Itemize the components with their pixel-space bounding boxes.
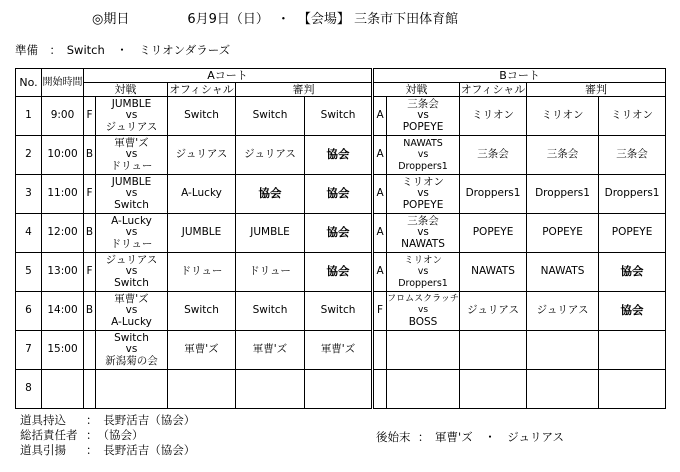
- b-team1: 三条会: [407, 97, 439, 110]
- b-match: [387, 214, 460, 253]
- row-time: 13:00: [42, 253, 84, 292]
- a-match-header: 対戦: [84, 83, 168, 97]
- b-vs: vs: [417, 149, 429, 161]
- b-vs: vs: [417, 226, 429, 239]
- a-code: B: [84, 214, 96, 253]
- b-official: ミリオン: [460, 97, 527, 136]
- b-match: [387, 253, 460, 292]
- b-referee-2: POPEYE: [599, 214, 666, 253]
- b-vs: vs: [417, 109, 429, 122]
- b-vs: vs: [417, 187, 429, 200]
- a-referee-1: Switch: [236, 97, 305, 136]
- a-referee-1: 協会: [236, 175, 305, 214]
- header-row-courts: [16, 69, 666, 83]
- b-referee-1: [527, 370, 599, 409]
- a-code: B: [84, 136, 96, 175]
- b-referee-header: 審判: [527, 83, 666, 97]
- row-no: 6: [16, 292, 42, 331]
- a-code: F: [84, 97, 96, 136]
- footer: [20, 413, 195, 458]
- a-match: [96, 292, 168, 331]
- cleanup-value: ： 軍曹'ズ ・ ジュリアス: [417, 430, 565, 444]
- a-team2: A-Lucky: [111, 315, 152, 328]
- row-no: 5: [16, 253, 42, 292]
- manager-line: [20, 428, 195, 443]
- a-team1: Switch: [114, 331, 149, 344]
- time-header: 開始時間: [42, 69, 84, 97]
- a-official: [168, 370, 236, 409]
- b-official-header: オフィシャル: [460, 82, 526, 96]
- a-team1: 軍曹'ズ: [114, 292, 149, 305]
- b-referee-1: Droppers1: [527, 175, 599, 214]
- a-team2: Switch: [114, 276, 149, 289]
- a-official: 軍曹'ズ: [168, 331, 236, 370]
- b-match: [387, 370, 460, 409]
- b-code: A: [373, 175, 387, 214]
- b-referee-1: NAWATS: [527, 253, 599, 292]
- a-official: ドリュー: [168, 253, 236, 292]
- schedule-table: [15, 68, 666, 409]
- a-code: F: [84, 175, 96, 214]
- collect-label: 道具引揚: [20, 443, 66, 457]
- a-referee-1: ドリュー: [236, 253, 305, 292]
- collect-line: [20, 443, 195, 458]
- court-a-header: Aコート: [84, 69, 373, 83]
- date-label: ◎期日: [92, 12, 130, 27]
- a-referee-2: Switch: [305, 97, 373, 136]
- schedule-row-7: [16, 331, 666, 370]
- b-team1: ミリオン: [402, 175, 444, 188]
- b-team1: 三条会: [407, 214, 439, 227]
- a-official: ジュリアス: [168, 136, 236, 175]
- b-team1: NAWATS: [403, 137, 443, 149]
- a-match: [96, 214, 168, 253]
- b-team1: ミリオン: [404, 254, 442, 266]
- a-vs: vs: [125, 148, 138, 161]
- b-code: A: [373, 253, 387, 292]
- b-referee-1: 三条会: [527, 136, 599, 175]
- a-code: [84, 370, 96, 409]
- b-match-header: 対戦: [373, 83, 460, 97]
- manager-label: 総括責任者: [20, 428, 78, 442]
- a-code: B: [84, 292, 96, 331]
- schedule-row-2: [16, 136, 666, 175]
- b-team2: POPEYE: [402, 120, 444, 133]
- row-no: 7: [16, 331, 42, 370]
- row-time: 12:00: [42, 214, 84, 253]
- a-referee-2: 協会: [305, 136, 373, 175]
- venue-value: 三条市下田体育館: [354, 12, 459, 27]
- b-team2: NAWATS: [401, 237, 445, 250]
- schedule-row-5: [16, 253, 666, 292]
- b-code: F: [373, 292, 387, 331]
- b-referee-2: 協会: [599, 253, 666, 292]
- a-team2: Switch: [114, 198, 149, 211]
- a-team2: ドリュー: [110, 159, 153, 172]
- court-b-header: Bコート: [373, 69, 666, 83]
- row-time: 10:00: [42, 136, 84, 175]
- b-official: Droppers1: [460, 175, 527, 214]
- a-code: F: [84, 253, 96, 292]
- a-vs: vs: [125, 304, 138, 317]
- a-referee-2: Switch: [305, 292, 373, 331]
- schedule-row-6: [16, 292, 666, 331]
- b-official: 三条会: [460, 136, 527, 175]
- b-official: POPEYE: [460, 214, 527, 253]
- a-team1: ジュリアス: [105, 253, 158, 266]
- b-code: [373, 370, 387, 409]
- a-vs: vs: [125, 109, 138, 122]
- a-team2: 新潟菊の会: [105, 354, 158, 367]
- row-no: 1: [16, 97, 42, 136]
- b-code: [373, 331, 387, 370]
- date-value: 6月9日（日）: [187, 12, 269, 27]
- b-referee-2: [599, 370, 666, 409]
- b-referee-2: 協会: [599, 292, 666, 331]
- a-team1: JUMBLE: [111, 175, 152, 188]
- schedule-row-1: [16, 97, 666, 136]
- b-match: [387, 292, 460, 331]
- b-referee-1: [527, 331, 599, 370]
- manager-value: ： （協会）: [86, 428, 144, 442]
- b-match: [387, 97, 460, 136]
- a-referee-2: 協会: [305, 175, 373, 214]
- equip-line: [20, 413, 195, 428]
- b-referee-2: ミリオン: [599, 97, 666, 136]
- row-no: 3: [16, 175, 42, 214]
- header-row-sub: [16, 83, 666, 97]
- b-team2: Droppers1: [398, 277, 448, 289]
- venue-label: 【会場】: [297, 12, 350, 27]
- b-vs: vs: [418, 305, 429, 316]
- b-referee-1: ジュリアス: [527, 292, 599, 331]
- b-match: [387, 136, 460, 175]
- a-official: Switch: [168, 97, 236, 136]
- a-referee-2: 軍曹'ズ: [305, 331, 373, 370]
- a-referee-1: [236, 370, 305, 409]
- a-referee-1: 軍曹'ズ: [236, 331, 305, 370]
- a-match: [96, 253, 168, 292]
- row-time: 14:00: [42, 292, 84, 331]
- b-team1: フロムスクラッチ: [387, 293, 459, 304]
- schedule-row-8: [16, 370, 666, 409]
- b-vs: vs: [417, 266, 429, 278]
- row-time: [42, 370, 84, 409]
- a-referee-header: 審判: [236, 83, 373, 97]
- b-referee-1: ミリオン: [527, 97, 599, 136]
- equip-label: 道具持込: [20, 413, 66, 427]
- a-team1: 軍曹'ズ: [114, 136, 149, 149]
- b-code: A: [373, 214, 387, 253]
- b-official: ジュリアス: [460, 292, 527, 331]
- cleanup-line: [376, 429, 564, 445]
- b-referee-1: POPEYE: [527, 214, 599, 253]
- b-official: NAWATS: [460, 253, 527, 292]
- a-official-header: オフィシャル: [169, 82, 234, 96]
- a-match: [96, 175, 168, 214]
- a-official: Switch: [168, 292, 236, 331]
- a-team2: ドリュー: [110, 237, 153, 250]
- a-match: [96, 97, 168, 136]
- b-match: [387, 331, 460, 370]
- b-team2: Droppers1: [398, 160, 448, 172]
- b-official: [460, 370, 527, 409]
- a-vs: vs: [125, 265, 138, 278]
- b-referee-2: 三条会: [599, 136, 666, 175]
- a-vs: vs: [125, 226, 138, 239]
- schedule-row-3: [16, 175, 666, 214]
- a-vs: vs: [125, 343, 138, 356]
- a-vs: vs: [125, 187, 138, 200]
- b-match: [387, 175, 460, 214]
- b-referee-2: [599, 331, 666, 370]
- row-time: 15:00: [42, 331, 84, 370]
- a-official: A-Lucky: [168, 175, 236, 214]
- a-match: [96, 331, 168, 370]
- no-header: No.: [16, 69, 42, 97]
- b-team2: BOSS: [408, 315, 438, 328]
- row-no: 4: [16, 214, 42, 253]
- row-no: 2: [16, 136, 42, 175]
- b-team2: POPEYE: [402, 198, 444, 211]
- b-code: A: [373, 97, 387, 136]
- row-time: 9:00: [42, 97, 84, 136]
- prep-line: 準備 ： Switch ・ ミリオンダラーズ: [15, 43, 231, 57]
- a-team2: ジュリアス: [105, 120, 158, 133]
- a-referee-1: JUMBLE: [236, 214, 305, 253]
- a-referee-1: ジュリアス: [236, 136, 305, 175]
- cleanup-label: 後始末: [376, 430, 411, 444]
- equip-value: ： 長野活吉（協会）: [86, 413, 196, 427]
- a-team1: JUMBLE: [111, 97, 152, 110]
- a-referee-1: Switch: [236, 292, 305, 331]
- a-match: [96, 136, 168, 175]
- b-official: [460, 331, 527, 370]
- a-team1: A-Lucky: [111, 214, 152, 227]
- row-time: 11:00: [42, 175, 84, 214]
- header-dot: ・: [276, 12, 290, 27]
- a-referee-2: [305, 370, 373, 409]
- row-no: 8: [16, 370, 42, 409]
- a-referee-2: 協会: [305, 214, 373, 253]
- a-match: [96, 370, 168, 409]
- collect-value: ： 長野活吉（協会）: [86, 443, 196, 457]
- a-referee-2: 協会: [305, 253, 373, 292]
- schedule-row-4: [16, 214, 666, 253]
- a-official: JUMBLE: [168, 214, 236, 253]
- b-referee-2: Droppers1: [599, 175, 666, 214]
- header: [92, 8, 458, 27]
- b-code: A: [373, 136, 387, 175]
- a-code: [84, 331, 96, 370]
